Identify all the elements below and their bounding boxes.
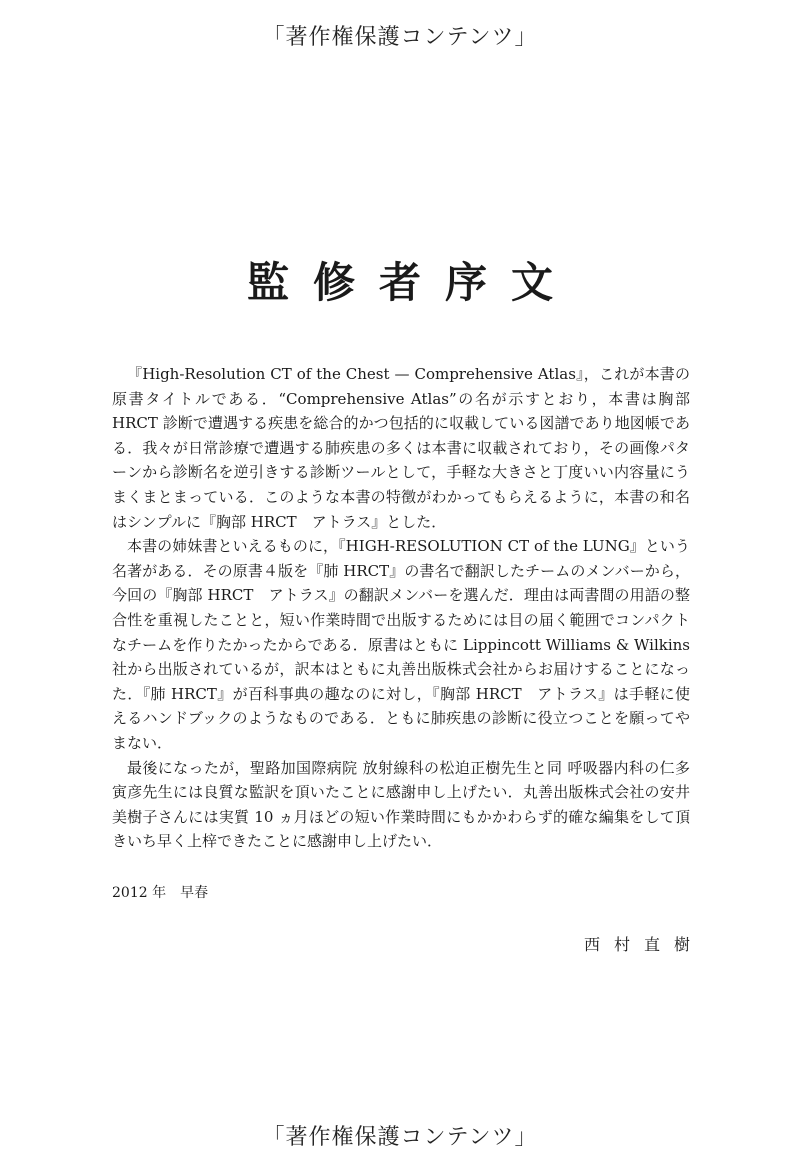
paragraph-2: 本書の姉妹書といえるものに，『HIGH-RESOLUTION CT of the LUNG』という名著がある．その原書４版を『肺 HRCT』の書名で翻訳したチームのメンバーから，今回の『胸部 HRCT アトラス』の翻訳メンバーを選んだ．理由は両書間の用語の整合性を重視したことと，短い作業時間で出版するためには目の届く範囲でコンパクトなチームを作りたかったからである．原書はともに Lippincott Williams & Wilkins 社から出版されているが，訳本はともに丸善出版株式会社からお届けすることになった．『肺 HRCT』が百科事典の趣なのに対し，『胸部 HRCT アトラス』は手軽に使えるハンドブックのようなものである．ともに肺疾患の診断に役立つことを願ってやまない．: [112, 537, 690, 752]
paragraph-1: 『High-Resolution CT of the Chest — Comprehensive Atlas』，これが本書の原書タイトルである．“Comprehensive Atlas”の名が示すとおり，本書は胸部 HRCT 診断で遭遇する疾患を総合的かつ包括的に収載している図譜であり地図帳である．我々が日常診療で遭遇する肺疾患の多くは本書に収載されており，その画像パターンから診断名を逆引きする診断ツールとして，手軽な大きさと丁度いい内容量にうまくまとまっている．このような本書の特徴がわかってもらえるように，本書の和名はシンプルに『胸部 HRCT アトラス』とした．: [112, 365, 690, 531]
preface-body: [112, 362, 690, 854]
author-signature: 西村直樹: [583, 935, 704, 954]
paragraph-3: 最後になったが，聖路加国際病院 放射線科の松迫正樹先生と同 呼吸器内科の仁多寅彦先生には良質な監訳を頂いたことに感謝申し上げたい．丸善出版株式会社の安井美樹子さんには実質 10 ヵ月ほどの短い作業時間にもかかわらず的確な編集をして頂きいち早く上梓できたことに感謝申し上げたい．: [112, 758, 690, 851]
copyright-watermark-top: 「著作権保護コンテンツ」: [262, 25, 538, 50]
date-line: 2012 年 早春: [112, 885, 209, 901]
copyright-watermark-bottom: 「著作権保護コンテンツ」: [262, 1125, 538, 1150]
page-title: 監修者序文: [246, 258, 577, 308]
